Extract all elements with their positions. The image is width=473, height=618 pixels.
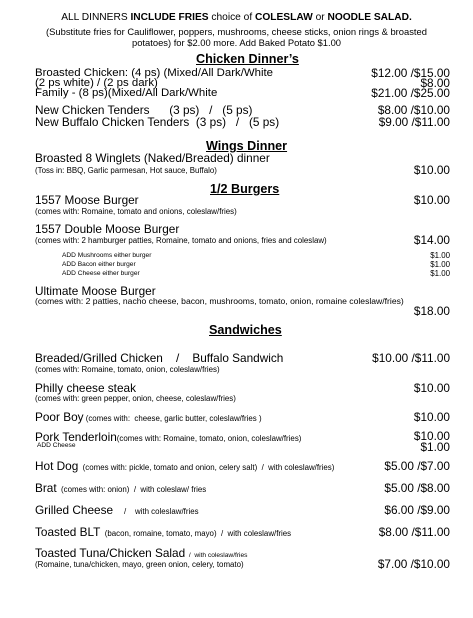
price-poor-boy: $10.00 [413, 410, 450, 424]
price-breaded-chicken: $10.00 /$11.00 [372, 351, 450, 365]
price-pork-cheese: $1.00 [420, 440, 450, 454]
price-tuna-chicken-salad: $7.00 /$10.00 [377, 557, 450, 571]
item-broasted-chicken: Broasted Chicken: (4 ps) (Mixed/All Dark/White [35, 67, 274, 79]
addon-bacon: ADD Bacon either burger [62, 261, 136, 268]
price-addon-bacon: $1.00 [430, 260, 450, 269]
price-pork-tenderloin: $10.00 [413, 429, 450, 443]
item-pork-desc: (comes with: Romaine, tomato, onion, coleslaw/fries) [116, 434, 302, 443]
addon-cheese: ADD Cheese either burger [62, 270, 140, 277]
price-broasted-2pc: $8.00 [420, 76, 450, 90]
price-chicken-tenders: $8.00 /$10.00 [377, 103, 450, 117]
item-poor-boy-desc: (comes with: cheese, garlic butter, coleslaw/fries ) [83, 414, 262, 423]
item-poor-boy [35, 412, 262, 424]
intro-fries: INCLUDE FRIES [130, 12, 209, 23]
section-header-burgers: 1/2 Burgers [210, 182, 280, 196]
intro-text: or [312, 12, 328, 23]
item-double-moose-desc: (comes with: 2 hamburger patties, Romaine, tomato and onions, fries and coleslaw) [35, 236, 327, 245]
item-ultimate-moose: Ultimate Moose Burger [35, 284, 156, 298]
price-ultimate-moose: $18.00 [413, 304, 450, 318]
intro-line-2: (Substitute fries for Cauliflower, poppers, mushrooms, cheese sticks, onion rings & broasted [46, 26, 427, 37]
price-hot-dog: $5.00 /$7.00 [384, 459, 450, 473]
price-buffalo-tenders: $9.00 /$11.00 [378, 115, 450, 129]
item-pork-name: Pork Tenderloin [35, 430, 117, 444]
item-tuna-name: Toasted Tuna/Chicken Salad [35, 546, 186, 560]
price-philly: $10.00 [413, 381, 450, 395]
price-addon-cheese: $1.00 [430, 269, 450, 278]
section-header-sandwiches: Sandwiches [209, 323, 282, 337]
item-breaded-chicken: Breaded/Grilled Chicken / Buffalo Sandwich [35, 351, 284, 365]
item-grilled-cheese-desc: / with coleslaw/fries [113, 507, 199, 516]
item-broasted-2pc: (2 ps white) / (2 ps dark) [35, 77, 158, 89]
item-tuna-side: / with coleslaw/fries [185, 552, 248, 559]
intro-line-1 [0, 13, 473, 23]
item-buffalo-tenders: New Buffalo Chicken Tenders (3 ps) / (5 ps) [35, 115, 280, 129]
item-philly: Philly cheese steak [35, 381, 136, 395]
price-broasted-chicken: $12.00 /$15.00 [371, 66, 450, 80]
item-moose-burger-desc: (comes with: Romaine, tomato and onions, coleslaw/fries) [35, 207, 237, 216]
item-broasted-family: Family - (8 ps)(Mixed/All Dark/White [35, 87, 218, 99]
item-grilled-cheese-name: Grilled Cheese [35, 503, 114, 517]
intro-noodle: NOODLE SALAD. [327, 12, 412, 23]
item-grilled-cheese [35, 505, 199, 517]
item-double-moose-burger: 1557 Double Moose Burger [35, 222, 180, 236]
price-addon-mushrooms: $1.00 [430, 251, 450, 260]
section-header-chicken: Chicken Dinner’s [196, 52, 299, 66]
item-toasted-blt [35, 527, 291, 539]
intro-coleslaw: COLESLAW [255, 12, 313, 23]
price-double-moose: $14.00 [413, 233, 450, 247]
price-winglets: $10.00 [413, 163, 450, 177]
price-brat: $5.00 /$8.00 [384, 481, 450, 495]
item-blt-name: Toasted BLT [35, 525, 101, 539]
item-blt-desc: (bacon, romaine, tomato, mayo) / with coleslaw/fries [100, 529, 292, 538]
price-moose-burger: $10.00 [413, 193, 450, 207]
item-brat [35, 483, 206, 495]
price-toasted-blt: $8.00 /$11.00 [378, 525, 450, 539]
intro-text: ALL DINNERS [61, 12, 131, 23]
item-philly-desc: (comes with: green pepper, onion, cheese, coleslaw/fries) [35, 394, 236, 403]
item-breaded-chicken-desc: (comes with: Romaine, tomato, onion, coleslaw/fries) [35, 365, 220, 374]
item-brat-desc: (comes with: onion) / with coleslaw/ fries [56, 485, 207, 494]
item-chicken-tenders: New Chicken Tenders (3 ps) / (5 ps) [35, 103, 253, 117]
item-hot-dog-desc: (comes with: pickle, tomato and onion, celery salt) / with coleslaw/fries) [78, 463, 335, 472]
item-brat-name: Brat [35, 481, 57, 495]
item-tuna-chicken-salad [35, 548, 247, 560]
item-hot-dog-name: Hot Dog [35, 459, 79, 473]
item-hot-dog [35, 461, 334, 473]
intro-text: choice of [208, 12, 255, 23]
item-poor-boy-name: Poor Boy [35, 410, 84, 424]
section-header-wings: Wings Dinner [206, 139, 288, 153]
item-winglets: Broasted 8 Winglets (Naked/Breaded) dinner [35, 151, 270, 165]
addon-mushrooms: ADD Mushrooms either burger [62, 252, 152, 259]
addon-pork-cheese: ADD Cheese [37, 442, 76, 449]
price-broasted-family: $21.00 /$25.00 [371, 86, 450, 100]
item-moose-burger: 1557 Moose Burger [35, 193, 139, 207]
intro-line-3: potatoes) for $2.00 more. Add Baked Potato $1.00 [132, 37, 341, 48]
item-tuna-desc: (Romaine, tuna/chicken, mayo, green onion, celery, tomato) [35, 560, 244, 569]
price-grilled-cheese: $6.00 /$9.00 [384, 503, 450, 517]
item-ultimate-moose-desc: (comes with: 2 patties, nacho cheese, bacon, mushrooms, tomato, onion, romaine coleslaw/fries) [35, 296, 404, 306]
item-winglets-desc: (Toss in: BBQ, Garlic parmesan, Hot sauce, Buffalo) [35, 166, 217, 175]
